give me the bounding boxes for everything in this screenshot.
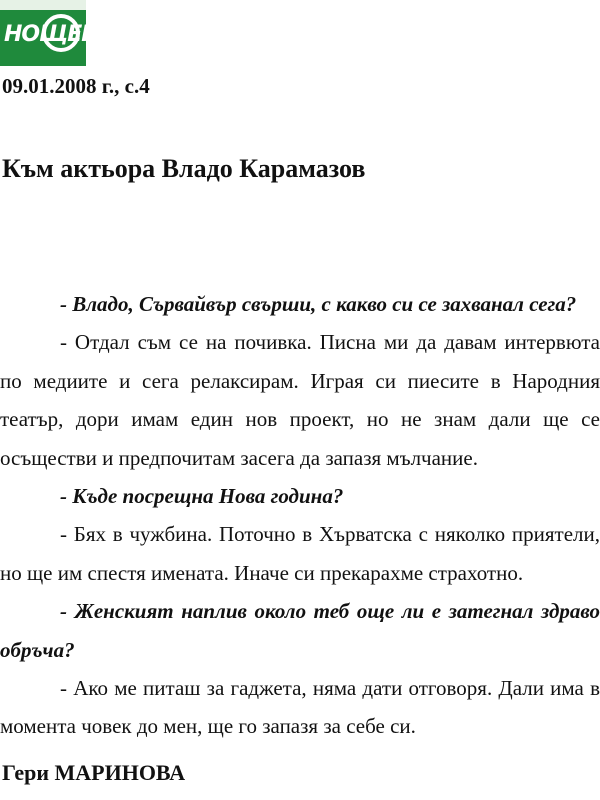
newspaper-logo bbox=[0, 0, 99, 66]
logo-text: НОЩЕН bbox=[4, 22, 99, 47]
answer-1: - Отдал съм се на почивка. Писна ми да давам интервюта по медиите и сега релаксирам. Играя си пиесите в Народния театър, дори имам един нов проект, но не знам дали ще се осъществи и предпочитам засега да запазя мълчание. bbox=[0, 330, 600, 470]
author-byline: Гери МАРИНОВА bbox=[2, 760, 186, 785]
question-1: - Владо, Сървайвър свърши, с какво си се захванал сега? bbox=[60, 292, 577, 316]
logo-band bbox=[0, 0, 86, 10]
article-title: Към актьора Владо Карамазов bbox=[2, 154, 366, 183]
question-2: - Къде посрещна Нова година? bbox=[60, 484, 344, 509]
date-page-line: 09.01.2008 г., с.4 bbox=[2, 74, 150, 98]
answer-2: - Бях в чужбина. Поточно в Хърватска с няколко приятели, но ще им спестя имената. Иначе си прекарахме страхотно. bbox=[0, 522, 600, 585]
answer-3: - Ако ме питаш за гаджета, няма дати отговоря. Дали има в момента човек до мен, ще го запазя за себе си. bbox=[0, 676, 600, 739]
question-3: - Женският наплив около теб още ли е затегнал здраво обръча? bbox=[0, 599, 600, 662]
article-body bbox=[0, 285, 600, 746]
